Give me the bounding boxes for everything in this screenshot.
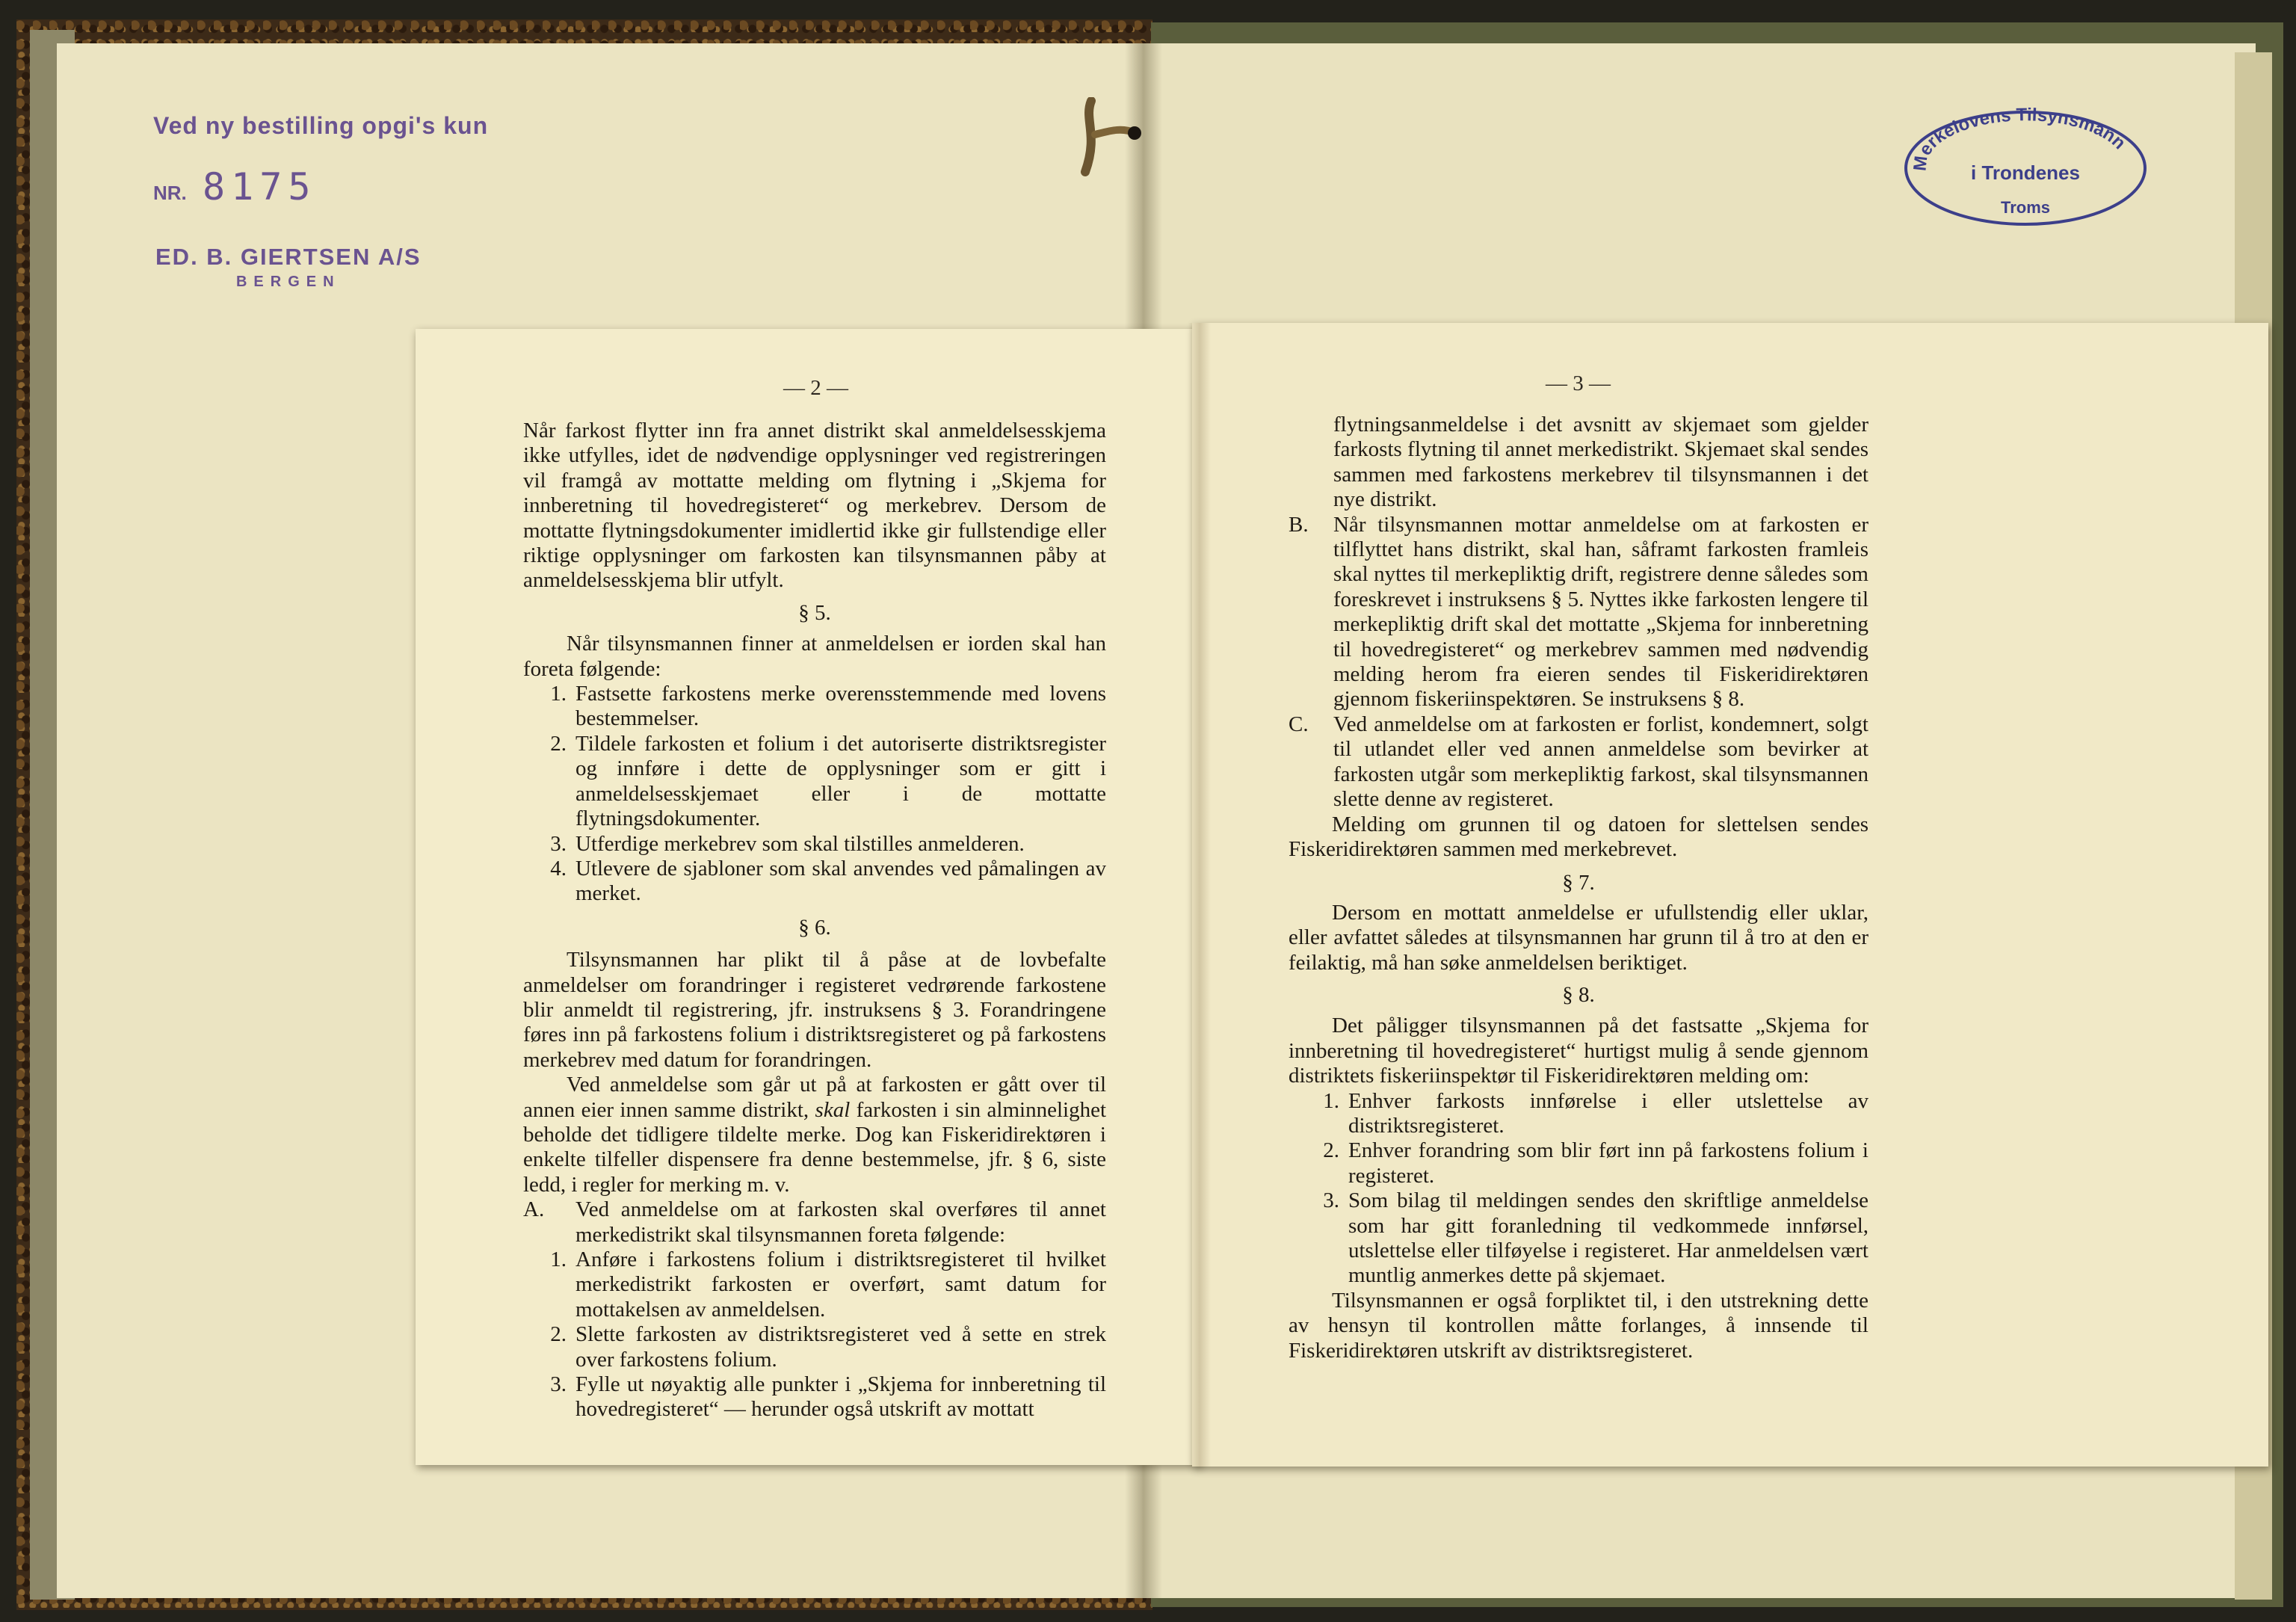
order-nr-label: NR.	[153, 182, 187, 204]
intro-paragraph: Når farkost flytter inn fra annet distrikt skal anmeldelsesskjema ikke utfylles, idet de nødvendige opplysninger ved registreringen vil framgå av mottatte melding om flytning i „Skjema for innberetning til hovedregisteret“ og merkebrev. Dersom de mottatte flytningsdokumenter imidlertid ikke gir fullstendige eller riktige opplysninger om farkosten kan tilsynsmannen påby at anmeldelsesskjema blir utfylt.	[523, 419, 1106, 593]
list-item-text: Utlevere de sjabloner som skal anvendes ved påmalingen av merket.	[575, 856, 1106, 906]
item-b	[1289, 513, 1868, 712]
list-item-text: Fylle ut nøyaktig alle punkter i „Skjema for innberetning til hovedregisteret“ — herunder også utskrift av mottatt	[575, 1372, 1106, 1422]
list-item	[523, 1372, 1106, 1422]
binding-string-icon	[1076, 97, 1144, 179]
list-item-text: Enhver forandring som blir ført inn på farkostens folium i registeret.	[1348, 1138, 1868, 1188]
list-item	[523, 832, 1106, 857]
item-text: Ved anmeldelse om at farkosten er forlist, kondemnert, solgt til utlandet eller ved annen anmeldelse som bevirker at farkosten utgår som merkepliktig farkost, skal tilsynsmannen slette denne av registeret.	[1333, 712, 1868, 812]
list-item-number: 3.	[1323, 1188, 1339, 1213]
deletion-note: Melding om grunnen til og datoen for slettelsen sendes Fiskeridirektøren sammen med merkebrevet.	[1289, 812, 1868, 861]
section-7-heading: § 7.	[1562, 871, 1595, 895]
list-item-number: 3.	[550, 831, 567, 856]
list-item-number: 2.	[550, 731, 567, 756]
paragraph-text: Ved anmeldelse som går ut på at farkosten er gått over til annen eier innen samme distrikt,	[523, 1073, 1106, 1122]
item-letter: B.	[1289, 512, 1309, 537]
order-stamp	[153, 112, 488, 209]
oval-stamp-middle-text: i Trondenes	[1971, 161, 2080, 184]
page-number-right: — 3 —	[1546, 371, 1611, 395]
list-item-number: 1.	[550, 1248, 567, 1271]
list-item-text: Utferdige merkebrev som skal tilstilles anmelderen.	[575, 831, 1025, 856]
section-5-list	[523, 682, 1106, 907]
list-item-number: 4.	[550, 856, 567, 881]
item-a-sublist	[523, 1248, 1106, 1422]
list-item-text: Anføre i farkostens folium i distriktsregisteret til hvilket merkedistrikt farkosten er overført, samt datum for mottakelsen av anmeldelsen.	[575, 1248, 1106, 1322]
item-a	[523, 1197, 1106, 1248]
list-item	[523, 732, 1106, 832]
section-5-intro: Når tilsynsmannen finner at anmeldelsen er iorden skal han foreta følgende:	[523, 632, 1106, 681]
section-6-paragraph-1: Tilsynsmannen har plikt til å påse at de lovbefalte anmeldelser om forandringer i registeret vedrørende farkostene blir anmeldt til registrering, jfr. instruksens § 3. Forandringene føres inn på farkostens folium i distriktsregisteret og på farkostens merkebrev med datum for forandringen.	[523, 948, 1106, 1072]
list-item-text: Enhver farkosts innførelse i eller utslettelse av distriktsregisteret.	[1348, 1088, 1868, 1138]
closing-paragraph: Tilsynsmannen er også forpliktet til, i den utstrekning dette av hensyn til kontrollen måtte forlanges, å innsende til Fiskeridirektøren utskrift av distriktsregisteret.	[1289, 1288, 1868, 1363]
firm-name: ED. B. GIERTSEN A/S	[155, 244, 422, 270]
order-number: 8175	[203, 165, 317, 209]
section-6-paragraph-2	[523, 1073, 1106, 1197]
list-item-number: 1.	[1323, 1088, 1339, 1113]
list-item	[523, 1322, 1106, 1372]
item-letter: C.	[1289, 712, 1309, 736]
section-7-paragraph: Dersom en mottatt anmeldelse er ufullstendig eller uklar, eller avfattet således at tilsynsmannen har grunn til å tro at den er feilaktig, må han søke anmeldelsen beriktiget.	[1289, 900, 1868, 975]
list-item-number: 2.	[550, 1322, 567, 1347]
list-item-text: Slette farkosten av distriktsregisteret ved å sette en strek over farkostens folium.	[575, 1322, 1106, 1372]
continuation-paragraph: flytningsanmeldelse i det avsnitt av skjemaet som gjelder farkosts flytning til annet merkedistrikt. Skjemaet skal sendes sammen med farkostens merkebrev til tilsynsmannen i det nye distrikt.	[1333, 413, 1868, 512]
item-text: Når tilsynsmannen mottar anmeldelse om at farkosten er tilflyttet hans distrikt, skal han, såframt farkosten framleis skal nyttes til merkepliktig drift, registrere denne således som foreskrevet i instruksens § 5. Nyttes ikke farkosten lengere til merkepliktig drift skal det mottatte „Skjema for innberetning til hovedregisteret“ og merkebrev sammen med nødvendig melding herom fra eieren sendes til Fiskeridirektøren gjennom fiskeriinspektøren. Se instruksens § 8.	[1333, 512, 1868, 712]
section-8-heading: § 8.	[1562, 982, 1595, 1007]
section-5-heading: § 5.	[798, 600, 831, 625]
insert-fold	[1188, 323, 1211, 1467]
item-text: Ved anmeldelse om at farkosten skal overføres til annet merkedistrikt skal tilsynsmannen foreta følgende:	[575, 1197, 1106, 1247]
list-item-text: Som bilag til meldingen sendes den skriftlige anmeldelse som har gitt foranledning til vedkommede innførsel, utslettelse eller tilføyelse i registeret. Har anmeldelsen vært muntlig anmerkes dette på skjemaet.	[1348, 1188, 1868, 1288]
oval-stamp-top-text: Merkelovens Tilsynsmann	[1910, 105, 2130, 173]
section-8-intro: Det påligger tilsynsmannen på det fastsatte „Skjema for innberetning til hovedregisteret“ hurtigst mulig å sende gjennom distriktets fiskeriinspektør til Fiskeridirektøren melding om:	[1289, 1014, 1868, 1088]
list-item-number: 1.	[550, 682, 567, 706]
paragraph-text: farkosten i sin alminnelighet beholde det tidligere tildelte merke. Dog kan Fiskeridirektøren i enkelte tilfeller dispensere fra denne bestemmelse, jfr. § 6, siste ledd, i regler for merking m. v.	[523, 1097, 1107, 1197]
firm-city: BERGEN	[235, 274, 341, 290]
section-6-heading: § 6.	[798, 915, 831, 940]
right-page-text	[1289, 413, 1868, 1363]
item-letter: A.	[523, 1197, 545, 1222]
order-note: Ved ny bestilling opgi's kun	[153, 112, 489, 139]
list-item	[523, 682, 1106, 732]
order-number-line	[153, 165, 488, 209]
list-item-number: 3.	[550, 1372, 567, 1397]
list-item	[1289, 1188, 1868, 1289]
list-item	[1289, 1089, 1868, 1139]
emphasis-text: skal	[815, 1097, 851, 1122]
firm-stamp	[155, 244, 422, 291]
section-8-list	[1289, 1089, 1868, 1289]
oval-stamp-bottom-text: Troms	[2000, 198, 2051, 217]
list-item-text: Tildele farkosten et folium i det autoriserte distriktsregister og innføre i dette de opplysninger som er gitt i anmeldelsesskjemaet eller i de mottatte flytningsdokumenter.	[575, 731, 1106, 831]
list-item-number: 2.	[1323, 1138, 1339, 1163]
list-item	[523, 857, 1106, 907]
page-number-left: — 2 —	[783, 376, 848, 400]
oval-inspector-stamp	[1898, 105, 2152, 232]
left-page-text	[523, 419, 1106, 1422]
list-item	[523, 1248, 1106, 1322]
item-c	[1289, 712, 1868, 812]
list-item	[1289, 1138, 1868, 1188]
list-item-text: Fastsette farkostens merke overensstemmende med lovens bestemmelser.	[575, 682, 1106, 731]
